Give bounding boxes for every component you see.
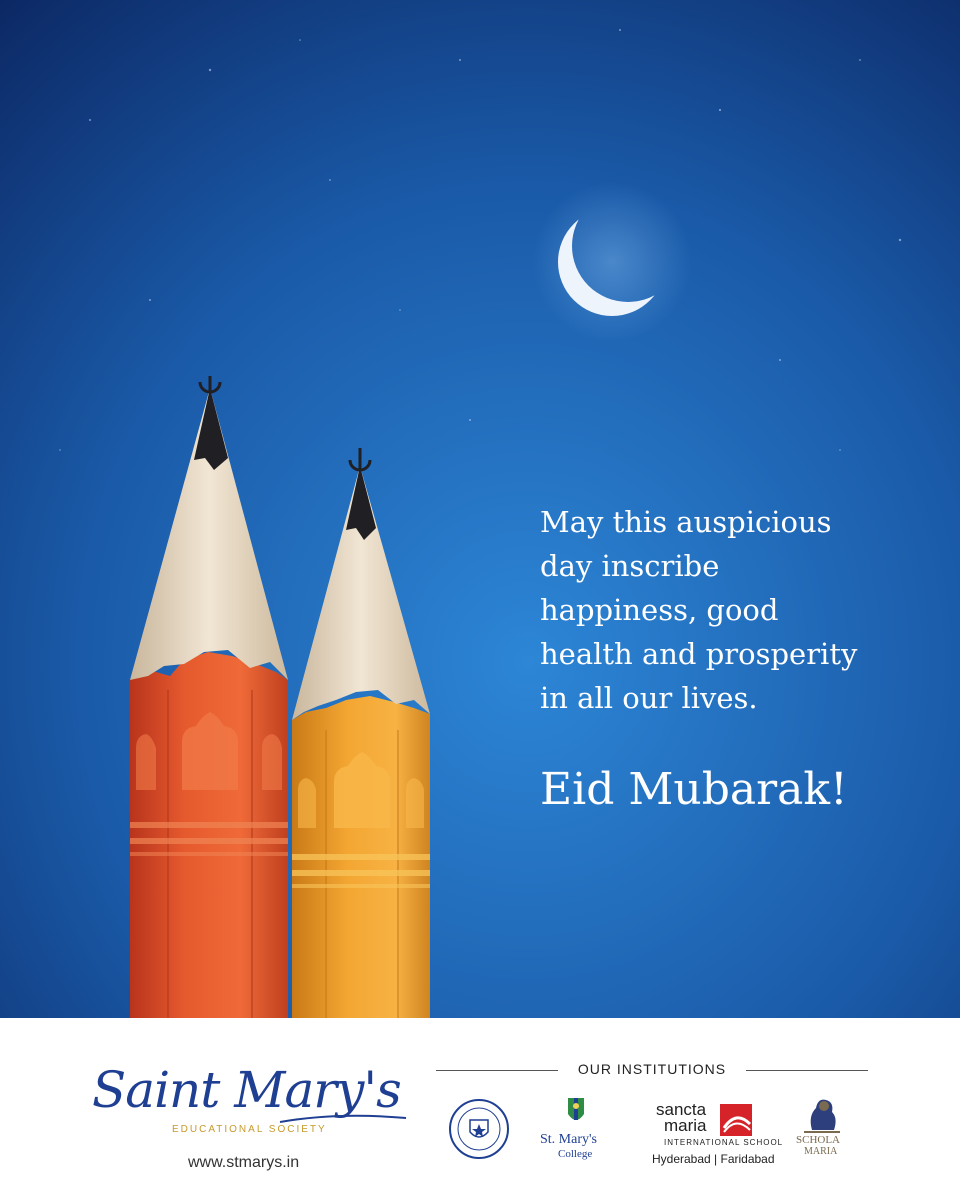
shield-icon bbox=[536, 1096, 626, 1132]
eid-mubarak-heading: Eid Mubarak! bbox=[540, 764, 848, 815]
schola-maria-logo[interactable] bbox=[790, 1094, 854, 1174]
divider bbox=[746, 1070, 868, 1071]
sancta-maria-mark-icon bbox=[720, 1104, 754, 1136]
college-crest-icon bbox=[448, 1098, 510, 1160]
maria-text: MARIA bbox=[804, 1146, 838, 1157]
message-line: happiness, good bbox=[540, 593, 779, 627]
college-subname: College bbox=[558, 1148, 593, 1160]
saint-marys-logo[interactable] bbox=[88, 1060, 408, 1180]
maria-text: maria bbox=[664, 1116, 707, 1135]
sancta-text: sancta bbox=[656, 1100, 707, 1119]
lion-crest-icon bbox=[790, 1094, 854, 1134]
message-line: May this auspicious bbox=[540, 505, 832, 539]
college-name: St. Mary's bbox=[540, 1132, 597, 1147]
website-link[interactable]: www.stmarys.in bbox=[188, 1154, 300, 1171]
brand-name: Saint Mary's bbox=[92, 1061, 401, 1119]
crescent-moon-icon bbox=[532, 182, 692, 342]
message-line: health and prosperity bbox=[540, 637, 858, 671]
institutions-heading bbox=[436, 1058, 868, 1082]
greeting-message bbox=[540, 500, 940, 720]
locations-text: Hyderabad | Faridabad bbox=[652, 1152, 775, 1166]
institutions-label: OUR INSTITUTIONS bbox=[577, 1061, 727, 1077]
st-marys-junior-college-logo[interactable] bbox=[448, 1098, 510, 1160]
message-line: day inscribe bbox=[540, 549, 720, 583]
international-school-text: INTERNATIONAL SCHOOL bbox=[664, 1138, 784, 1147]
footer-bar bbox=[0, 1018, 960, 1200]
schola-text: SCHOLA bbox=[796, 1134, 841, 1146]
message-line: in all our lives. bbox=[540, 681, 758, 715]
sancta-maria-logo[interactable] bbox=[652, 1100, 784, 1172]
brand-subtitle: EDUCATIONAL SOCIETY bbox=[172, 1124, 327, 1135]
st-marys-college-logo[interactable] bbox=[536, 1096, 626, 1166]
